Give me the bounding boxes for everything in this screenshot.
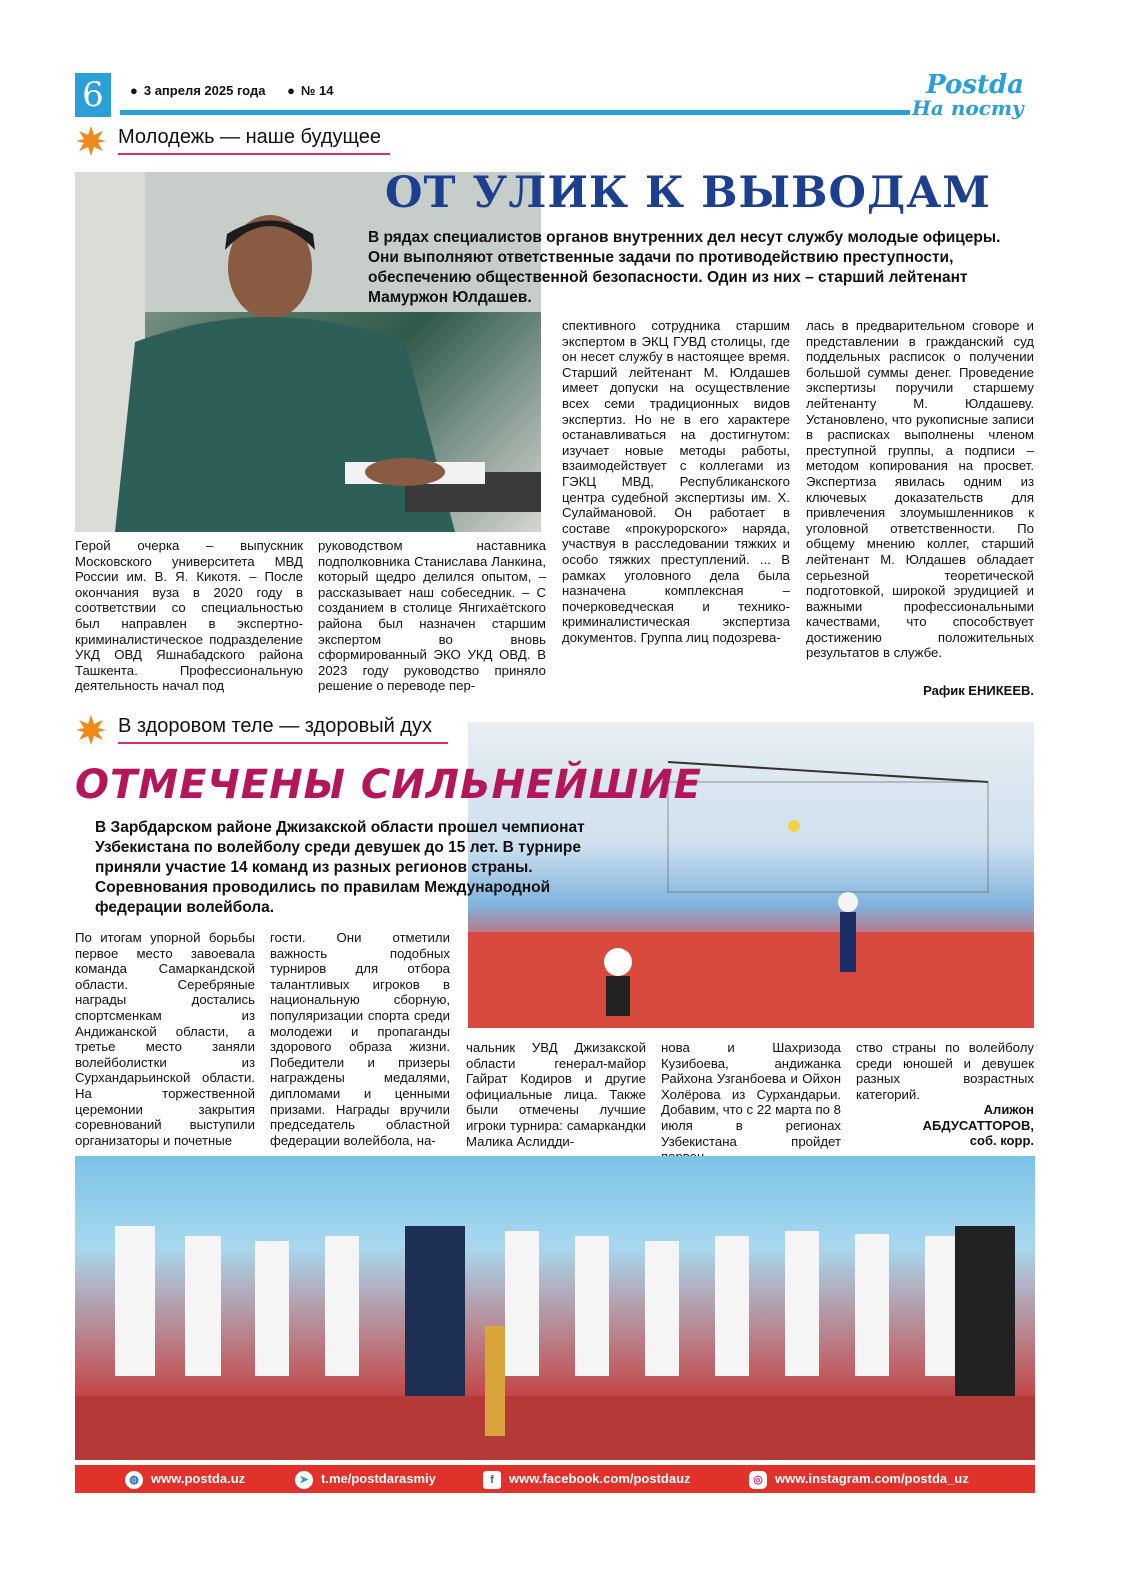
article2-column-4: нова и Шахризода Кузибоева, андижанка Райхона Узганбоева и Ойхон Холёрова из Сурхандарьи. Добавим, что с 22 марта по 8 июля в регионах Узбекистана пройдет	[661, 1040, 841, 1149]
issue-date: 3 апреля 2025 года	[143, 83, 266, 98]
newspaper-logo	[912, 72, 1024, 118]
logo-line-2: На посту	[912, 96, 1025, 120]
article1-author: Рафик ЕНИКЕЕВ.	[923, 683, 1034, 698]
officer-photo	[75, 172, 541, 532]
logo-line-1: Postda	[926, 70, 1025, 100]
article2-lead: В Зарбдарском районе Джизакской области прошел чемпионат Узбекистана по волейболу среди девушек до 15 лет. В турнире приняли участие 14 команд из разных регионов страны. Соревнования проводились по правилам Международной федерации волейбола.	[95, 819, 585, 916]
article1-column-1: Герой очерка – выпускник Московского университета МВД России им. В. Я. Кикотя. – После окончания вуза в 2020 году в соответствии со специальностью был направлен в экспертно-криминалистическое подразделение УКД ОВД Яшнабадского района Ташкента. Профессиональную деятельность начал под	[75, 538, 303, 694]
footer-site[interactable]	[125, 1465, 245, 1493]
article1-column-3: спективного сотрудника старшим экспертом в ЭКЦ ГУВД столицы, где он несет службу в настоящее время. Старший лейтенант М. Юлдашев имеет допуски на осуществление всех семи традиционных видов экспертиз. Но не в его характере останавливаться на достигнутом: изучает новые методы работы, взаимодействует с коллегами из ГЭКЦ МВД, Республиканского центра судебной экспертизы им. Х. Сулаймановой. Он работает в составе «прокурорского» наряда, участвуя в расследовании тяжких и особо тяжких преступлений. ... В рамках уголовного дела была назначена комплексная – почерковедческая и технико-криминалистическая экспертиза документов. Группа лиц подозрева-	[562, 318, 790, 645]
rubric-burst-icon	[76, 715, 106, 745]
page-number: 6	[75, 73, 111, 117]
rubric-health: В здоровом теле — здоровый дух	[118, 715, 448, 744]
footer-instagram-text: www.instagram.com/postda_uz	[775, 1471, 969, 1486]
footer-facebook-text: www.facebook.com/postdauz	[509, 1471, 691, 1486]
author-first-name: Алижон	[983, 1102, 1034, 1117]
author-role: соб. корр.	[969, 1133, 1034, 1149]
rubric-burst-icon	[76, 126, 106, 156]
footer-facebook[interactable]	[483, 1465, 691, 1493]
article1-lead: В рядах специалистов органов внутренних дел несут службу молодые офицеры. Они выполняют ответственные задачи по противодействию преступности, обеспечению общественной безопасности. Один из них – старший лейтенант Мамуржон Юлдашев.	[368, 229, 1001, 306]
team-photo	[75, 1156, 1035, 1460]
header-rule	[120, 110, 910, 115]
article2-author	[856, 1102, 1034, 1149]
article2-title: ОТМЕЧЕНЫ СИЛЬНЕЙШИЕ	[75, 762, 702, 808]
article2-column-5: ство страны по волейболу среди юношей и девушек разных возрастных категорий.	[856, 1040, 1034, 1102]
facebook-icon: f	[483, 1471, 501, 1489]
telegram-icon: ➤	[295, 1471, 313, 1489]
article2-column-1: По итогам упорной борьбы первое место завоевала команда Самаркандской области. Серебряные награды достались спортсменкам из Андижанской области, а третье место заняли волейболистки из Сурхандарьинской области. На торжественной церемонии закрытия соревнований выступили организаторы и почетные	[75, 930, 255, 1148]
footer-bar	[75, 1465, 1035, 1493]
issue-info: ● 3 апреля 2025 года ● № 14	[130, 83, 334, 98]
article1-column-4: лась в предварительном сговоре и представлении в гражданский суд поддельных расписок о получении большой суммы денег. Проведение экспертизы поручили старшему лейтенанту М. Юлдашеву. Установлено, что рукописные записи в расписках выполнены членом преступной группы, а подписи – методом копирования на просвет. Экспертиза явилась одним из ключевых доказательств для привлечения злоумышленников к уголовной ответственности. По общему мнению коллег, старший лейтенант М. Юлдашев обладает серьезной теоретической подготовкой, широкой эрудицией и важными профессиональными качествами, что способствует достижению положительных результатов в службе.	[806, 318, 1034, 661]
team-illustration	[75, 1156, 1035, 1460]
footer-instagram[interactable]	[749, 1465, 969, 1493]
article2-column-2: гости. Они отметили важность подобных турниров для отбора талантливых игроков в национальную сборную, популяризации спорта среди молодежи и пропаганды здорового образа жизни. Победители и призеры награждены медалями, дипломами и ценными призами. Награды вручили председатель областной федерации волейбола, на-	[270, 930, 450, 1148]
issue-number: № 14	[300, 83, 334, 98]
footer-telegram[interactable]	[295, 1465, 436, 1493]
globe-icon: ◍	[125, 1471, 143, 1489]
instagram-icon: ◎	[749, 1471, 767, 1489]
footer-site-text: www.postda.uz	[151, 1471, 246, 1486]
officer-illustration	[75, 172, 541, 532]
article1-title: ОТ УЛИК К ВЫВОДАМ	[385, 168, 991, 218]
article2-column-3: чальник УВД Джизакской области генерал-майор Гайрат Кодиров и другие официальные лица. Также были отмечены лучшие игроки турнира: самаркандки Малика Аслидди-	[466, 1040, 646, 1149]
article1-column-2: руководством наставника подполковника Станислава Ланкина, который щедро делился опытом, – рассказывает наш собеседник. – С созданием в столице Янгихаётского района был назначен старшим экспертом во вновь сформированный ЭКО УКД ОВД. В 2023 году руководство приняло решение о переводе пер-	[318, 538, 546, 694]
author-last-name: АБДУСАТТОРОВ,	[922, 1117, 1034, 1133]
footer-telegram-text: t.me/postdarasmiy	[321, 1471, 436, 1486]
rubric-youth: Молодежь — наше будущее	[118, 126, 390, 155]
